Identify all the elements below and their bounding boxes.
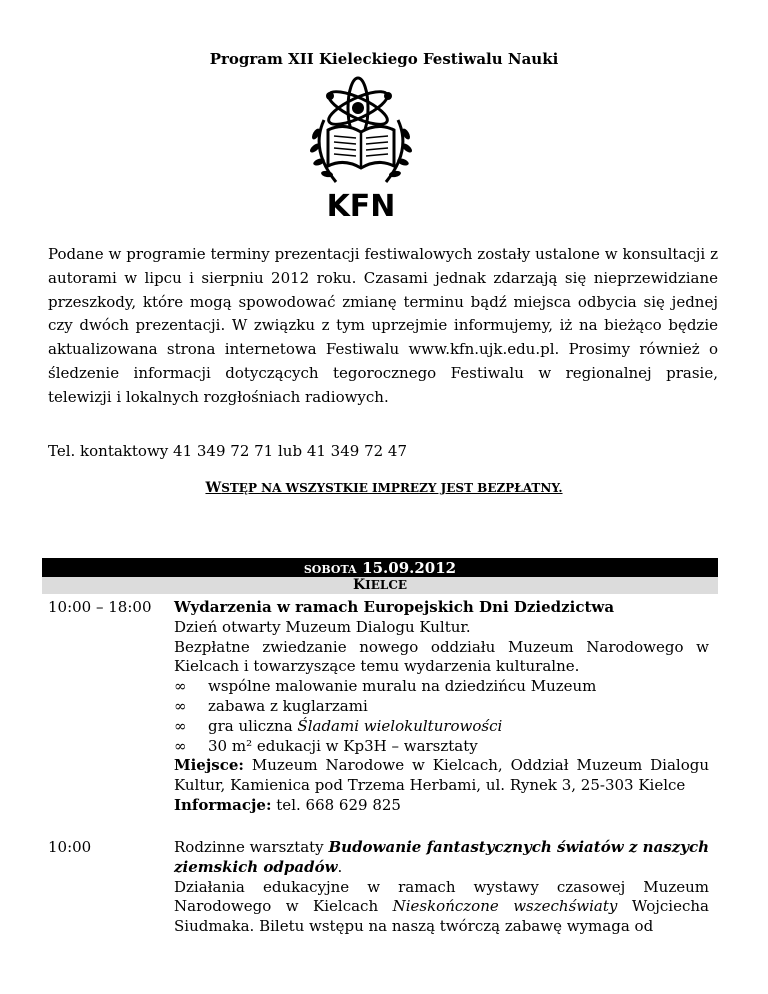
page-title: Program XII Kieleckiego Festiwalu Nauki [209, 50, 559, 68]
infinity-bullet-icon: ∞ [174, 696, 187, 715]
event-place: Miejsce: Muzeum Narodowe w Kielcach, Oddział Muzeum Dialogu Kultur, Kamienica pod Trzema Herbami, ul. Rynek 3, 25-303 Kielce [174, 756, 709, 795]
list-item: ∞ wspólne malowanie muralu na dziedzińcu Muzeum [174, 677, 597, 696]
infinity-bullet-icon: ∞ [174, 677, 187, 696]
city-header: KIELCE [42, 577, 718, 594]
event-description: Bezpłatne zwiedzanie nowego oddziału Muzeum Narodowego w Kielcach i towarzyszące temu wydarzenia kulturalne. [174, 637, 709, 676]
day-date: 15.09.2012 [362, 559, 457, 577]
event-line: Dzień otwarty Muzeum Dialogu Kultur. [174, 617, 471, 636]
free-admission-note: WSTĘP NA WSZYSTKIE IMPREZY JEST BEZPŁATNY. [205, 480, 563, 496]
list-item: ∞ gra uliczna Śladami wielokulturowości [174, 716, 503, 735]
intro-paragraph: Podane w programie terminy prezentacji festiwalowych zostały ustalone w konsultacji z autorami w lipcu i sierpniu 2012 roku. Czasami jednak zdarzają się nieprzewidziane przeszkody, które mogą spowodować zmianę terminu bądź miejsca odbycia się jednej czy dwóch prezentacji. W związku z tym uprzejmie informujemy, iż na bieżąco będzie aktualizowana strona internetowa Festiwalu www.kfn.ujk.edu.pl. Prosimy również o śledzenie informacji dotyczących tegorocznego Festiwalu w regionalnej prasie, telewizji i lokalnych rozgłośniach radiowych. [48, 245, 718, 406]
event-details [174, 598, 709, 816]
event-title: Rodzinne warsztaty Budowanie fantastycznych światów z naszych ziemskich odpadów. [174, 838, 710, 876]
day-label: SOBOTA [303, 563, 357, 576]
event-time: 10:00 – 18:00 [48, 598, 152, 616]
kfn-logo-text: KFN [326, 189, 396, 220]
event-details [174, 838, 709, 937]
event-title: Wydarzenia w ramach Europejskich Dni Dziedzictwa [174, 598, 615, 616]
contact-phone: Tel. kontaktowy 41 349 72 71 lub 41 349 72 47 [48, 442, 408, 460]
day-header [42, 558, 718, 577]
infinity-bullet-icon: ∞ [174, 736, 187, 755]
event-time: 10:00 [48, 838, 92, 856]
intro-notice [48, 243, 718, 410]
event-description: Działania edukacyjne w ramach wystawy czasowej Muzeum Narodowego w Kielcach Nieskończone wszechświaty Wojciecha Siudmaka. Biletu wstępu na naszą twórczą zabawę wymaga od [174, 877, 709, 936]
event-info: Informacje: tel. 668 629 825 [174, 795, 401, 814]
list-item: ∞ zabawa z kuglarzami [174, 696, 368, 715]
kfn-logo [306, 70, 416, 220]
infinity-bullet-icon: ∞ [174, 716, 187, 735]
list-item: ∞ 30 m² edukacji w Kp3H – warsztaty [174, 736, 478, 755]
